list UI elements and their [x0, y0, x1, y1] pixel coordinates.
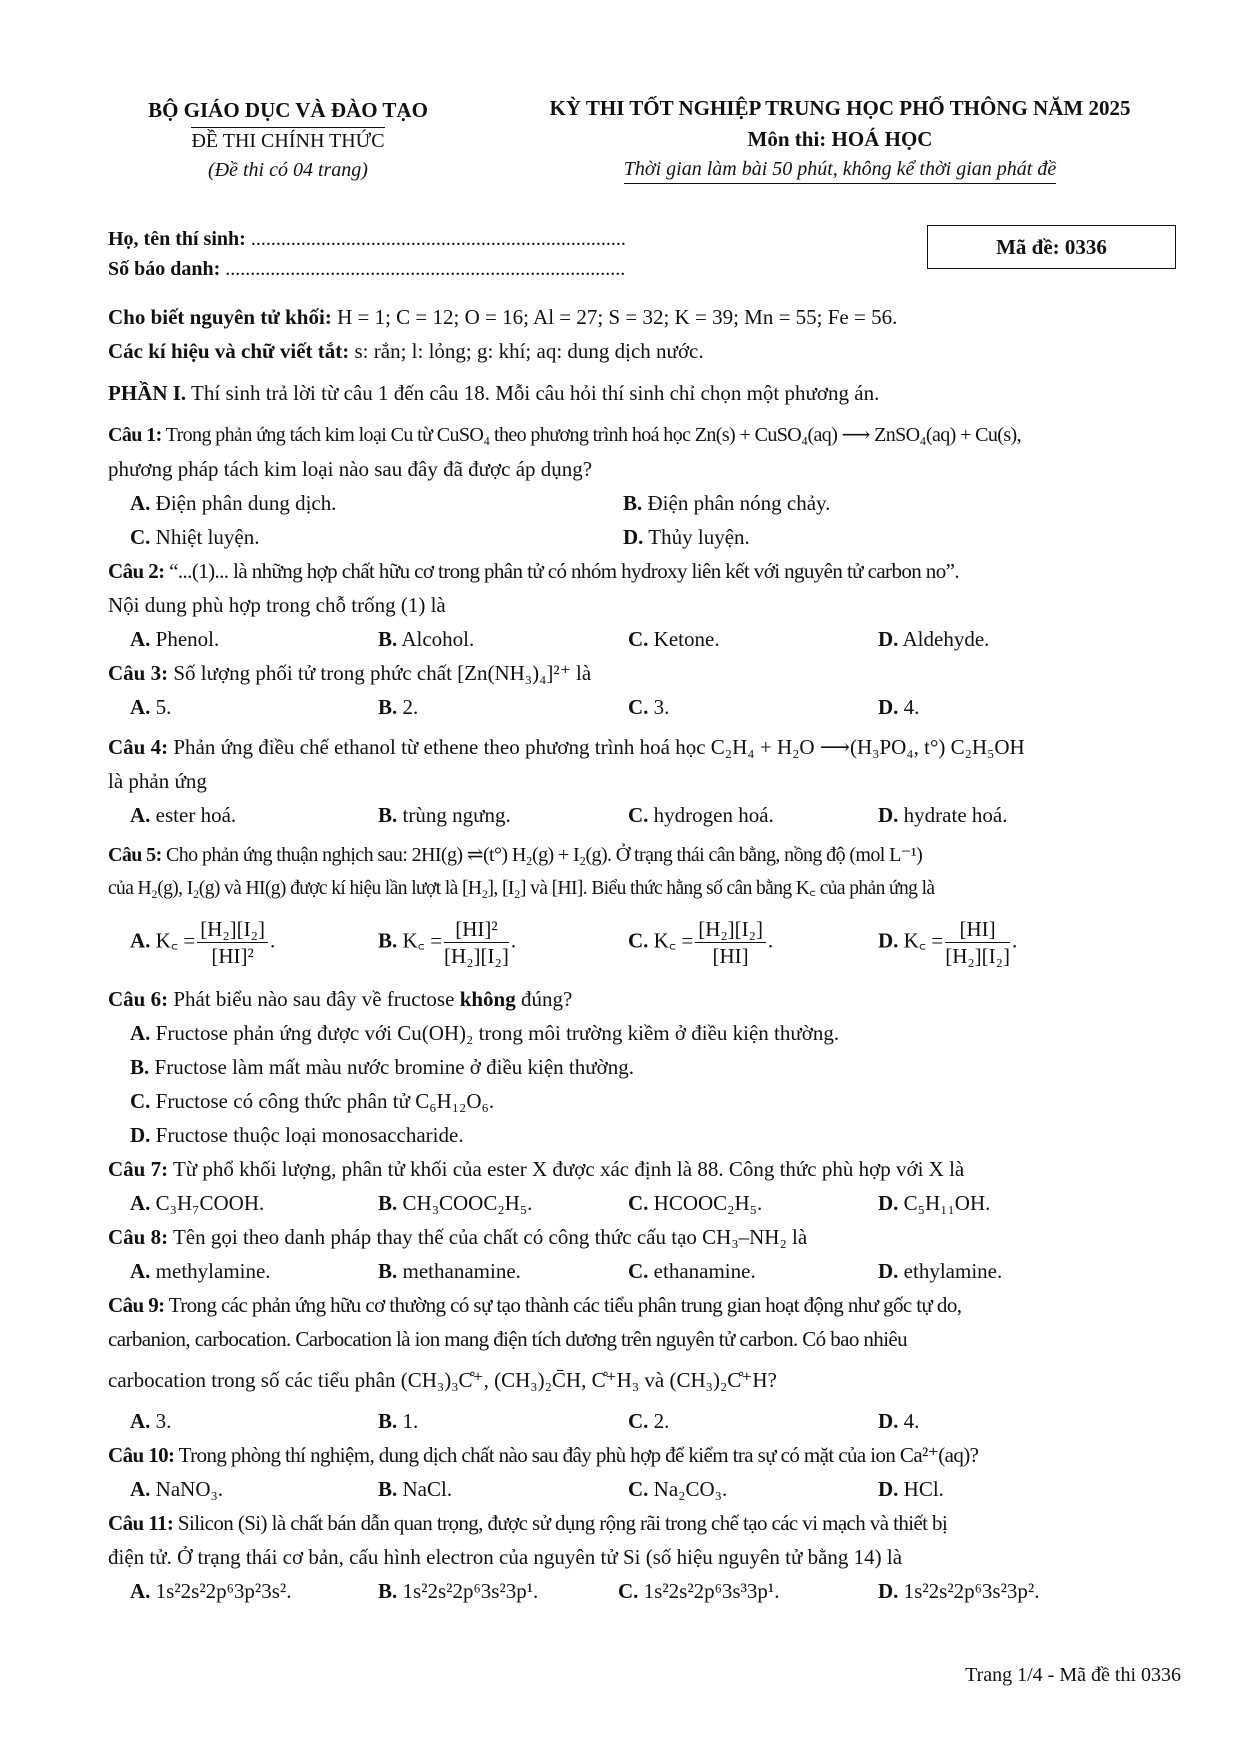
- part1-line: [108, 376, 1188, 410]
- exam-title: KỲ THI TỐT NGHIỆP TRUNG HỌC PHỔ THÔNG NĂM 2025: [549, 96, 1131, 120]
- q11-option-b: [378, 1574, 538, 1608]
- q7-option-c: [628, 1186, 762, 1220]
- q10-text1: Trong phòng thí nghiệm, dung dịch chất nào sau đây phù hợp để kiểm tra sự có mặt của ion Ca²⁺(aq)?: [174, 1443, 979, 1467]
- option-text: NaNO₃.: [155, 1477, 224, 1501]
- q6-text-post: đúng?: [515, 987, 573, 1011]
- option-text: Fructose làm mất màu nước bromine ở điều kiện thường.: [154, 1055, 634, 1079]
- option-text: 1.: [402, 1409, 419, 1433]
- page-footer: Trang 1/4 - Mã đề thi 0336: [965, 1664, 1181, 1686]
- q3-option-b: [378, 690, 418, 724]
- q2-option-a: [130, 622, 219, 656]
- candidate-id-dots: ................................................................................: [225, 258, 626, 280]
- q6-text-pre: Phát biểu nào sau đây về fructose: [168, 987, 460, 1011]
- option-label: D.: [878, 803, 899, 827]
- option-label: C.: [130, 1089, 151, 1113]
- candidate-name-dots: ...........................................................................: [250, 228, 626, 250]
- q6-option-d: [108, 1118, 1188, 1152]
- option-text: ethylamine.: [903, 1259, 1003, 1283]
- q11-options: [108, 1574, 1188, 1608]
- q11-option-c: [618, 1574, 779, 1608]
- q2-option-d: [878, 622, 989, 656]
- option-text: Phenol.: [155, 627, 220, 651]
- q7-label: Câu 7:: [108, 1157, 169, 1181]
- option-label: C.: [628, 1259, 649, 1283]
- exam-body: [108, 300, 1188, 1608]
- option-label: A.: [130, 803, 151, 827]
- option-label: A.: [130, 627, 151, 651]
- option-text: Điện phân nóng chảy.: [647, 491, 831, 515]
- option-text: Ketone.: [653, 627, 720, 651]
- option-text: Fructose có công thức phân tử C₆H₁₂O₆.: [155, 1089, 495, 1113]
- q7-options: [108, 1186, 1188, 1220]
- candidate-name-label: Họ, tên thí sinh:: [108, 228, 246, 250]
- official-label: ĐỀ THI CHÍNH THỨC: [191, 127, 384, 153]
- q7-text1: Từ phổ khối lượng, phân tử khối của ester X được xác định là 88. Công thức phù hợp với X là: [168, 1157, 965, 1181]
- q3-text1: Số lượng phối tử trong phức chất [Zn(NH₃)₄]²⁺ là: [168, 661, 592, 685]
- option-text: ester hoá.: [155, 803, 237, 827]
- q9-stem-line2: carbanion, carbocation. Carbocation là ion mang điện tích dương trên nguyên tử carbon. Có bao nhiêu: [108, 1327, 908, 1351]
- q5-option-d: D. K꜀ = $\frac{[HI]}{\text{[H₂][I₂]}}$ .: [878, 917, 1018, 968]
- kc-symbol: K꜀ =: [653, 928, 694, 953]
- q4-options: [108, 798, 1188, 832]
- q2-options: [108, 622, 1188, 656]
- q5-text1: Cho phản ứng thuận nghịch sau: 2HI(g) ⇌(t°) H₂(g) + I₂(g). Ở trạng thái cân bằng, nồng độ (mol L⁻¹): [161, 844, 923, 866]
- q11-stem-line2: điện tử. Ở trạng thái cơ bản, cấu hình electron của nguyên tử Si (số hiệu nguyên tử bằng 14) là: [108, 1545, 903, 1569]
- q3-options: [108, 690, 1188, 724]
- q4-text1: Phản ứng điều chế ethanol từ ethene theo phương trình hoá học C₂H₄ + H₂O ⟶(H₃PO₄, t°) C₂H₅OH: [168, 735, 1025, 759]
- exam-code-box: Mã đề: 0336: [927, 225, 1176, 269]
- option-text: HCl.: [903, 1477, 944, 1501]
- q6-stem-line1: [108, 982, 1188, 1016]
- q9-option-b: [378, 1404, 418, 1438]
- pages-note: (Đề thi có 04 trang): [208, 159, 368, 181]
- option-label: A.: [130, 1021, 151, 1045]
- kc-symbol: K꜀ =: [155, 928, 196, 953]
- option-text: 1s²2s²2p⁶3p²3s².: [155, 1579, 292, 1603]
- option-label: C.: [628, 1477, 649, 1501]
- option-label: A.: [130, 1191, 151, 1215]
- option-text: 4.: [903, 1409, 920, 1433]
- q1-options-row1: [108, 486, 1188, 520]
- q9-text1: Trong các phản ứng hữu cơ thường có sự tạo thành các tiểu phân trung gian hoạt động như gốc tự do,: [164, 1293, 962, 1317]
- q8-options: [108, 1254, 1188, 1288]
- option-text: 1s²2s²2p⁶3s²3p².: [903, 1579, 1040, 1603]
- option-label: B.: [378, 803, 398, 827]
- option-label: D.: [878, 1409, 899, 1433]
- q1-label: Câu 1:: [108, 424, 162, 446]
- option-label: D.: [878, 928, 899, 953]
- denominator: [HI]: [712, 944, 749, 968]
- option-label: C.: [628, 803, 649, 827]
- numerator: [H₂][I₂]: [197, 916, 268, 943]
- q5-option-c: C. K꜀ = $\frac{\text{[H₂][I₂]}}{[HI]}$ .: [628, 917, 774, 968]
- q11-stem-line1: [108, 1506, 1188, 1540]
- q3-stem-line1: [108, 656, 1188, 690]
- q4-option-b: [378, 798, 511, 832]
- part1-text: Thí sinh trả lời từ câu 1 đến câu 18. Mỗi câu hỏi thí sinh chỉ chọn một phương án.: [186, 381, 880, 405]
- option-text: 1s²2s²2p⁶3s³3p¹.: [643, 1579, 780, 1603]
- abbreviation-label: Các kí hiệu và chữ viết tắt:: [108, 339, 350, 363]
- option-text: 5.: [155, 695, 172, 719]
- option-label: D.: [878, 1477, 899, 1501]
- option-text: 4.: [903, 695, 920, 719]
- q10-option-b: [378, 1472, 452, 1506]
- q11-option-d: [878, 1574, 1039, 1608]
- option-text: C₅H₁₁OH.: [903, 1191, 991, 1215]
- q10-option-d: [878, 1472, 944, 1506]
- q8-stem-line1: [108, 1220, 1188, 1254]
- q10-stem-line1: [108, 1438, 1188, 1472]
- option-label: B.: [623, 491, 643, 515]
- atomic-mass-line: [108, 300, 1188, 334]
- option-text: C₃H₇COOH.: [155, 1191, 265, 1215]
- option-text: Thủy luyện.: [648, 525, 750, 549]
- option-label: A.: [130, 928, 151, 953]
- q8-option-a: [130, 1254, 271, 1288]
- option-text: Nhiệt luyện.: [155, 525, 260, 549]
- option-text: 3.: [653, 695, 670, 719]
- option-label: A.: [130, 1477, 151, 1501]
- option-text: 2.: [402, 695, 419, 719]
- q9-option-c: [628, 1404, 669, 1438]
- numerator: [H₂][I₂]: [695, 916, 766, 943]
- option-label: D.: [878, 695, 899, 719]
- option-label: B.: [378, 695, 398, 719]
- q3-option-c: [628, 690, 669, 724]
- option-label: A.: [130, 1409, 151, 1433]
- q1-option-b: [623, 486, 830, 520]
- option-label: A.: [130, 491, 151, 515]
- q2-label: Câu 2:: [108, 559, 165, 583]
- candidate-id-label: Số báo danh:: [108, 258, 221, 280]
- time-note: Thời gian làm bài 50 phút, không kể thời gian phát đề: [624, 158, 1056, 184]
- q11-text1: Silicon (Si) là chất bán dẫn quan trọng, được sử dụng rộng rãi trong chế tạo các vi mạch và thiết bị: [173, 1511, 948, 1535]
- option-label: C.: [628, 627, 649, 651]
- q2-text1: “...(1)... là những hợp chất hữu cơ trong phân tử có nhóm hydroxy liên kết với nguyên tử carbon no”.: [164, 559, 959, 583]
- q2-option-b: [378, 622, 474, 656]
- q9-stem-line3: carbocation trong số các tiểu phân (CH₃)₃C̊⁺, (CH₃)₂C̄H, C̊⁺H₃ và (CH₃)₂C̊⁺H?: [108, 1368, 777, 1392]
- q10-option-c: [628, 1472, 727, 1506]
- option-text: 1s²2s²2p⁶3s²3p¹.: [402, 1579, 539, 1603]
- option-label: C.: [130, 525, 151, 549]
- denominator: [H₂][I₂]: [945, 944, 1010, 968]
- q4-stem-line2: là phản ứng: [108, 769, 207, 793]
- option-text: trùng ngưng.: [402, 803, 511, 827]
- option-text: 3.: [155, 1409, 172, 1433]
- candidate-id-row: [108, 254, 626, 284]
- q10-option-a: [130, 1472, 223, 1506]
- option-text: hydrate hoá.: [903, 803, 1008, 827]
- option-text: methanamine.: [402, 1259, 521, 1283]
- q6-option-c: [108, 1084, 1188, 1118]
- option-text: NaCl.: [402, 1477, 453, 1501]
- option-label: B.: [130, 1055, 150, 1079]
- header-left: [128, 98, 448, 182]
- option-label: D.: [623, 525, 644, 549]
- option-label: C.: [628, 928, 649, 953]
- option-label: D.: [878, 1579, 899, 1603]
- header-right: [510, 96, 1170, 184]
- option-label: A.: [130, 1259, 151, 1283]
- option-text: Điện phân dung dịch.: [155, 491, 337, 515]
- q1-option-d: [623, 520, 750, 554]
- fraction: [444, 916, 509, 969]
- ministry-name: BỘ GIÁO DỤC VÀ ĐÀO TẠO: [148, 98, 428, 122]
- q10-options: [108, 1472, 1188, 1506]
- numerator: [HI]: [945, 916, 1010, 943]
- q4-option-d: [878, 798, 1007, 832]
- q4-stem-line1: [108, 730, 1188, 764]
- option-text: Aldehyde.: [902, 627, 990, 651]
- q5-stem-line2: của H₂(g), I₂(g) và HI(g) được kí hiệu lần lượt là [H₂], [I₂] và [HI]. Biểu thức hằng số cân bằng K꜀ của phản ứng là: [108, 878, 935, 899]
- option-label: B.: [378, 1191, 398, 1215]
- option-text: ethanamine.: [653, 1259, 756, 1283]
- q2-option-c: [628, 622, 720, 656]
- q5-stem-line1: [108, 838, 1188, 872]
- q3-option-a: [130, 690, 171, 724]
- q8-option-d: [878, 1254, 1002, 1288]
- option-text: 2.: [653, 1409, 670, 1433]
- option-text: methylamine.: [155, 1259, 271, 1283]
- q3-option-d: [878, 690, 919, 724]
- option-label: C.: [628, 1191, 649, 1215]
- option-text: Fructose phản ứng được với Cu(OH)₂ trong môi trường kiềm ở điều kiện thường.: [155, 1021, 840, 1045]
- option-text: Fructose thuộc loại monosaccharide.: [155, 1123, 464, 1147]
- option-label: B.: [378, 627, 398, 651]
- denominator: [HI]²: [211, 944, 254, 968]
- q10-label: Câu 10:: [108, 1443, 175, 1467]
- q4-option-c: [628, 798, 774, 832]
- option-text: Alcohol.: [401, 627, 475, 651]
- numerator: [HI]²: [444, 916, 509, 943]
- q8-text1: Tên gọi theo danh pháp thay thế của chất có công thức cấu tạo CH₃–NH₂ là: [168, 1225, 808, 1249]
- q1-option-a: [130, 486, 336, 520]
- fraction: [695, 916, 766, 969]
- q6-label: Câu 6:: [108, 987, 169, 1011]
- q5-options: [108, 906, 1188, 982]
- option-text: CH₃COOC₂H₅.: [402, 1191, 533, 1215]
- q9-option-a: [130, 1404, 171, 1438]
- q8-option-b: [378, 1254, 521, 1288]
- kc-symbol: K꜀ =: [402, 928, 443, 953]
- option-label: D.: [878, 1259, 899, 1283]
- option-label: A.: [130, 1579, 151, 1603]
- option-label: B.: [378, 1409, 398, 1433]
- denominator: [H₂][I₂]: [444, 944, 509, 968]
- atomic-mass-label: Cho biết nguyên tử khối:: [108, 305, 332, 329]
- option-label: B.: [378, 1259, 398, 1283]
- q3-label: Câu 3:: [108, 661, 169, 685]
- option-label: B.: [378, 928, 398, 953]
- q7-stem-line1: [108, 1152, 1188, 1186]
- option-label: A.: [130, 695, 151, 719]
- q2-stem-line1: [108, 554, 1188, 588]
- kc-symbol: K꜀ =: [903, 928, 944, 953]
- fraction: [197, 916, 268, 969]
- option-text: hydrogen hoá.: [653, 803, 774, 827]
- q2-stem-line2: Nội dung phù hợp trong chỗ trống (1) là: [108, 593, 446, 617]
- candidate-name-row: [108, 224, 626, 254]
- q7-option-b: [378, 1186, 532, 1220]
- q9-options: [108, 1404, 1188, 1438]
- q1-option-c: [130, 520, 259, 554]
- abbreviation-text: s: rắn; l: lỏng; g: khí; aq: dung dịch nước.: [349, 339, 704, 363]
- q11-label: Câu 11:: [108, 1511, 174, 1535]
- q7-option-d: [878, 1186, 990, 1220]
- option-label: C.: [618, 1579, 639, 1603]
- q1-stem-line2: phương pháp tách kim loại nào sau đây đã được áp dụng?: [108, 457, 593, 481]
- q1-options-row2: [108, 520, 1188, 554]
- q6-option-b: [108, 1050, 1188, 1084]
- option-label: B.: [378, 1477, 398, 1501]
- abbreviation-line: [108, 334, 1188, 368]
- option-text: Na₂CO₃.: [653, 1477, 728, 1501]
- q9-label: Câu 9:: [108, 1293, 165, 1317]
- option-label: B.: [378, 1579, 398, 1603]
- q4-option-a: [130, 798, 236, 832]
- q6-option-a: [108, 1016, 1188, 1050]
- candidate-info: [108, 224, 626, 284]
- option-text: HCOOC₂H₅.: [653, 1191, 763, 1215]
- q4-label: Câu 4:: [108, 735, 169, 759]
- q7-option-a: [130, 1186, 264, 1220]
- q11-option-a: [130, 1574, 291, 1608]
- q8-label: Câu 8:: [108, 1225, 169, 1249]
- q8-option-c: [628, 1254, 756, 1288]
- q1-stem-line1: [108, 418, 1188, 452]
- part1-label: PHẦN I.: [108, 381, 187, 405]
- q5-option-a: A. K꜀ = $\frac{\text{[H₂][I₂]}}{\text{[HI]²}}$ .: [130, 917, 276, 968]
- option-label: C.: [628, 695, 649, 719]
- option-label: C.: [628, 1409, 649, 1433]
- subject-title: Môn thi: HOÁ HỌC: [747, 127, 933, 151]
- fraction: [945, 916, 1010, 969]
- q1-text1: Trong phản ứng tách kim loại Cu từ CuSO₄ theo phương trình hoá học Zn(s) + CuSO₄(aq) ⟶ ZnSO₄(aq) + Cu(s),: [161, 424, 1022, 446]
- q9-option-d: [878, 1404, 919, 1438]
- option-label: D.: [130, 1123, 151, 1147]
- q6-text-bold: không: [459, 987, 516, 1011]
- option-label: D.: [878, 1191, 899, 1215]
- atomic-mass-values: H = 1; C = 12; O = 16; Al = 27; S = 32; K = 39; Mn = 55; Fe = 56.: [331, 305, 898, 329]
- option-label: D.: [878, 627, 899, 651]
- q5-option-b: B. K꜀ = $\frac{\text{[HI]²}}{\text{[H₂][I₂]}}$ .: [378, 917, 517, 968]
- q9-stem-line1: [108, 1288, 1188, 1322]
- q5-label: Câu 5:: [108, 844, 162, 866]
